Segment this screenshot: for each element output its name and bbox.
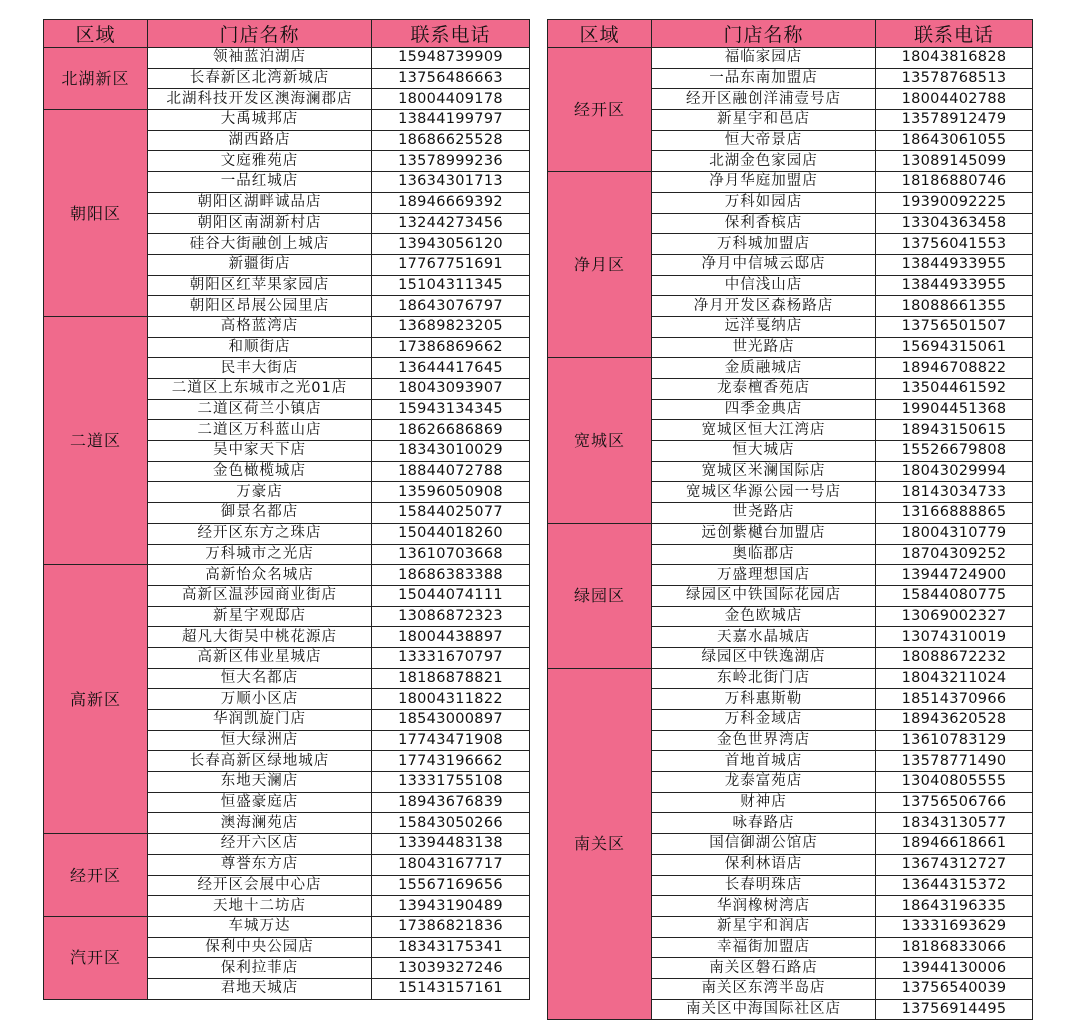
phone-cell: 13756506766 (876, 792, 1033, 813)
phone-cell: 13069002327 (876, 606, 1033, 627)
phone-cell: 15044074111 (372, 585, 530, 606)
store-name-cell: 金质融城店 (652, 358, 876, 379)
store-name-cell: 新星宇和邑店 (652, 110, 876, 131)
phone-cell: 15843050266 (372, 813, 530, 834)
store-name-cell: 财神店 (652, 792, 876, 813)
phone-cell: 18643061055 (876, 130, 1033, 151)
phone-cell: 13644417645 (372, 358, 530, 379)
phone-cell: 18186878821 (372, 668, 530, 689)
phone-cell: 17743196662 (372, 751, 530, 772)
table-header-row (548, 20, 1033, 48)
table-row (548, 523, 1033, 544)
phone-cell: 13944724900 (876, 565, 1033, 586)
phone-cell: 18004409178 (372, 89, 530, 110)
table-row (44, 916, 530, 937)
phone-cell: 18088672232 (876, 647, 1033, 668)
phone-cell: 18343010029 (372, 441, 530, 462)
table-row (44, 834, 530, 855)
store-name-cell: 吴中家天下店 (148, 441, 372, 462)
store-table-left (43, 19, 530, 1000)
store-name-cell: 万科惠斯勒 (652, 689, 876, 710)
store-name-cell: 南关区中海国际社区店 (652, 999, 876, 1020)
phone-cell: 13756486663 (372, 68, 530, 89)
district-cell: 绿园区 (548, 523, 652, 668)
phone-cell: 13578768513 (876, 68, 1033, 89)
phone-cell: 18643076797 (372, 296, 530, 317)
phone-cell: 17386869662 (372, 337, 530, 358)
store-name-cell: 湖西路店 (148, 130, 372, 151)
store-name-cell: 净月开发区森杨路店 (652, 296, 876, 317)
store-name-cell: 御景名都店 (148, 503, 372, 524)
store-name-cell: 万科金域店 (652, 710, 876, 731)
store-name-cell: 大禹城邦店 (148, 110, 372, 131)
store-name-cell: 保利香槟店 (652, 213, 876, 234)
store-name-cell: 保利拉菲店 (148, 958, 372, 979)
phone-cell: 13244273456 (372, 213, 530, 234)
district-cell: 朝阳区 (44, 110, 148, 317)
store-name-cell: 长春新区北湾新城店 (148, 68, 372, 89)
store-name-cell: 龙泰富苑店 (652, 772, 876, 793)
table-row (548, 358, 1033, 379)
store-name-header: 门店名称 (148, 20, 372, 48)
store-name-cell: 一品红城店 (148, 172, 372, 193)
store-name-cell: 东岭北街门店 (652, 668, 876, 689)
store-name-cell: 保利林语店 (652, 854, 876, 875)
phone-cell: 13089145099 (876, 151, 1033, 172)
phone-cell: 13610703668 (372, 544, 530, 565)
phone-cell: 18686383388 (372, 565, 530, 586)
table-row (44, 316, 530, 337)
store-name-header: 门店名称 (652, 20, 876, 48)
store-name-cell: 高新怡众名城店 (148, 565, 372, 586)
phone-cell: 15104311345 (372, 275, 530, 296)
phone-cell: 13944130006 (876, 958, 1033, 979)
district-cell: 二道区 (44, 316, 148, 564)
district-header: 区域 (548, 20, 652, 48)
store-name-cell: 长春明珠店 (652, 875, 876, 896)
store-name-cell: 国信御湖公馆店 (652, 834, 876, 855)
store-name-cell: 万科城市之光店 (148, 544, 372, 565)
store-name-cell: 超凡大街吴中桃花源店 (148, 627, 372, 648)
phone-cell: 18186880746 (876, 172, 1033, 193)
district-cell: 汽开区 (44, 916, 148, 999)
store-name-cell: 万顺小区店 (148, 689, 372, 710)
phone-cell: 13304363458 (876, 213, 1033, 234)
store-name-cell: 高新区温莎园商业街店 (148, 585, 372, 606)
store-name-cell: 绿园区中铁国际花园店 (652, 585, 876, 606)
district-header: 区域 (44, 20, 148, 48)
phone-cell: 13331755108 (372, 772, 530, 793)
phone-cell: 18004402788 (876, 89, 1033, 110)
phone-cell: 18004438897 (372, 627, 530, 648)
district-cell: 宽城区 (548, 358, 652, 524)
phone-cell: 13634301713 (372, 172, 530, 193)
store-name-cell: 奥临郡店 (652, 544, 876, 565)
phone-cell: 18543000897 (372, 710, 530, 731)
district-cell: 南关区 (548, 668, 652, 1020)
phone-cell: 18946669392 (372, 192, 530, 213)
phone-cell: 18043211024 (876, 668, 1033, 689)
phone-cell: 18943150615 (876, 420, 1033, 441)
store-name-cell: 恒盛豪庭店 (148, 792, 372, 813)
phone-cell: 13394483138 (372, 834, 530, 855)
table-row (548, 48, 1033, 69)
phone-cell: 18686625528 (372, 130, 530, 151)
store-name-cell: 硅谷大街融创上城店 (148, 234, 372, 255)
phone-cell: 18943676839 (372, 792, 530, 813)
store-name-cell: 经开区东方之珠店 (148, 523, 372, 544)
store-name-cell: 澳海澜苑店 (148, 813, 372, 834)
store-name-cell: 朝阳区昂展公园里店 (148, 296, 372, 317)
store-name-cell: 新疆街店 (148, 254, 372, 275)
store-name-cell: 华润橡树湾店 (652, 896, 876, 917)
phone-cell: 17767751691 (372, 254, 530, 275)
store-name-cell: 净月中信城云邸店 (652, 254, 876, 275)
store-name-cell: 南关区东湾半岛店 (652, 978, 876, 999)
phone-cell: 15943134345 (372, 399, 530, 420)
phone-cell: 13756914495 (876, 999, 1033, 1020)
phone-cell: 17386821836 (372, 916, 530, 937)
phone-cell: 13578999236 (372, 151, 530, 172)
phone-cell: 13331693629 (876, 916, 1033, 937)
store-name-cell: 远创紫樾台加盟店 (652, 523, 876, 544)
phone-cell: 18514370966 (876, 689, 1033, 710)
phone-cell: 13844933955 (876, 254, 1033, 275)
store-name-cell: 尊誉东方店 (148, 854, 372, 875)
store-name-cell: 高新区伟业星城店 (148, 647, 372, 668)
store-name-cell: 净月华庭加盟店 (652, 172, 876, 193)
table-row (548, 172, 1033, 193)
phone-cell: 13086872323 (372, 606, 530, 627)
store-name-cell: 金色世界湾店 (652, 730, 876, 751)
phone-cell: 18946618661 (876, 834, 1033, 855)
phone-cell: 18704309252 (876, 544, 1033, 565)
phone-cell: 15844025077 (372, 503, 530, 524)
phone-cell: 15526679808 (876, 441, 1033, 462)
store-name-cell: 恒大城店 (652, 441, 876, 462)
phone-cell: 13039327246 (372, 958, 530, 979)
phone-cell: 17743471908 (372, 730, 530, 751)
store-name-cell: 天地十二坊店 (148, 896, 372, 917)
store-name-cell: 南关区磐石路店 (652, 958, 876, 979)
phone-cell: 13844199797 (372, 110, 530, 131)
phone-cell: 18343130577 (876, 813, 1033, 834)
store-name-cell: 二道区上东城市之光01店 (148, 379, 372, 400)
phone-cell: 15844080775 (876, 585, 1033, 606)
phone-cell: 13844933955 (876, 275, 1033, 296)
phone-cell: 13596050908 (372, 482, 530, 503)
phone-cell: 18088661355 (876, 296, 1033, 317)
phone-cell: 13578771490 (876, 751, 1033, 772)
table-row (44, 48, 530, 69)
store-name-cell: 经开区融创洋浦壹号店 (652, 89, 876, 110)
table-header-row (44, 20, 530, 48)
phone-cell: 19904451368 (876, 399, 1033, 420)
store-name-cell: 金色橄榄城店 (148, 461, 372, 482)
table-row (44, 565, 530, 586)
store-name-cell: 金色欧城店 (652, 606, 876, 627)
phone-header: 联系电话 (876, 20, 1033, 48)
store-name-cell: 一品东南加盟店 (652, 68, 876, 89)
phone-cell: 13040805555 (876, 772, 1033, 793)
phone-cell: 18043093907 (372, 379, 530, 400)
phone-cell: 13578912479 (876, 110, 1033, 131)
phone-cell: 18004311822 (372, 689, 530, 710)
phone-cell: 13943190489 (372, 896, 530, 917)
store-name-cell: 东地天澜店 (148, 772, 372, 793)
store-name-cell: 咏春路店 (652, 813, 876, 834)
phone-cell: 18626686869 (372, 420, 530, 441)
district-cell: 经开区 (44, 834, 148, 917)
store-name-cell: 民丰大街店 (148, 358, 372, 379)
store-name-cell: 幸福街加盟店 (652, 937, 876, 958)
store-name-cell: 文庭雅苑店 (148, 151, 372, 172)
store-name-cell: 经开六区店 (148, 834, 372, 855)
phone-cell: 13674312727 (876, 854, 1033, 875)
store-name-cell: 朝阳区南湖新村店 (148, 213, 372, 234)
store-name-cell: 恒大绿洲店 (148, 730, 372, 751)
store-name-cell: 高格蓝湾店 (148, 316, 372, 337)
phone-cell: 13331670797 (372, 647, 530, 668)
store-name-cell: 君地天城店 (148, 978, 372, 999)
store-name-cell: 二道区荷兰小镇店 (148, 399, 372, 420)
store-name-cell: 中信浅山店 (652, 275, 876, 296)
store-name-cell: 长春高新区绿地城店 (148, 751, 372, 772)
store-name-cell: 新星宇和润店 (652, 916, 876, 937)
store-name-cell: 和顺街店 (148, 337, 372, 358)
phone-cell: 13610783129 (876, 730, 1033, 751)
store-name-cell: 北湖科技开发区澳海澜郡店 (148, 89, 372, 110)
phone-cell: 15948739909 (372, 48, 530, 69)
phone-cell: 18643196335 (876, 896, 1033, 917)
store-name-cell: 经开区会展中心店 (148, 875, 372, 896)
store-name-cell: 四季金典店 (652, 399, 876, 420)
store-name-cell: 福临家园店 (652, 48, 876, 69)
phone-cell: 13689823205 (372, 316, 530, 337)
district-cell: 北湖新区 (44, 48, 148, 110)
phone-cell: 18844072788 (372, 461, 530, 482)
store-table-right (547, 19, 1033, 1020)
phone-cell: 18186833066 (876, 937, 1033, 958)
store-name-cell: 恒大帝景店 (652, 130, 876, 151)
phone-cell: 13756041553 (876, 234, 1033, 255)
store-name-cell: 北湖金色家园店 (652, 151, 876, 172)
phone-cell: 18946708822 (876, 358, 1033, 379)
store-name-cell: 天嘉水晶城店 (652, 627, 876, 648)
phone-cell: 13943056120 (372, 234, 530, 255)
phone-cell: 18943620528 (876, 710, 1033, 731)
store-name-cell: 万盛理想国店 (652, 565, 876, 586)
store-name-cell: 世尧路店 (652, 503, 876, 524)
store-name-cell: 车城万达 (148, 916, 372, 937)
store-name-cell: 领袖蓝泊湖店 (148, 48, 372, 69)
phone-cell: 13504461592 (876, 379, 1033, 400)
phone-cell: 15694315061 (876, 337, 1033, 358)
phone-cell: 13644315372 (876, 875, 1033, 896)
store-name-cell: 新星宇观邸店 (148, 606, 372, 627)
phone-cell: 19390092225 (876, 192, 1033, 213)
store-name-cell: 宽城区恒大江湾店 (652, 420, 876, 441)
store-name-cell: 万科城加盟店 (652, 234, 876, 255)
phone-cell: 13074310019 (876, 627, 1033, 648)
store-name-cell: 二道区万科蓝山店 (148, 420, 372, 441)
phone-cell: 18043167717 (372, 854, 530, 875)
phone-cell: 13756501507 (876, 316, 1033, 337)
store-name-cell: 朝阳区红苹果家园店 (148, 275, 372, 296)
store-name-cell: 龙泰檀香苑店 (652, 379, 876, 400)
store-name-cell: 万豪店 (148, 482, 372, 503)
store-name-cell: 绿园区中铁逸湖店 (652, 647, 876, 668)
table-row (44, 110, 530, 131)
phone-cell: 18143034733 (876, 482, 1033, 503)
phone-cell: 18043029994 (876, 461, 1033, 482)
district-cell: 净月区 (548, 172, 652, 358)
phone-cell: 13756540039 (876, 978, 1033, 999)
phone-cell: 15567169656 (372, 875, 530, 896)
store-name-cell: 宽城区米澜国际店 (652, 461, 876, 482)
phone-cell: 18004310779 (876, 523, 1033, 544)
store-name-cell: 朝阳区湖畔诚品店 (148, 192, 372, 213)
phone-cell: 18043816828 (876, 48, 1033, 69)
store-name-cell: 首地首城店 (652, 751, 876, 772)
phone-cell: 18343175341 (372, 937, 530, 958)
store-name-cell: 华润凯旋门店 (148, 710, 372, 731)
store-name-cell: 远洋戛纳店 (652, 316, 876, 337)
phone-header: 联系电话 (372, 20, 530, 48)
phone-cell: 15143157161 (372, 978, 530, 999)
store-name-cell: 万科如园店 (652, 192, 876, 213)
store-name-cell: 世光路店 (652, 337, 876, 358)
phone-cell: 15044018260 (372, 523, 530, 544)
district-cell: 高新区 (44, 565, 148, 834)
table-row (548, 668, 1033, 689)
store-name-cell: 恒大名都店 (148, 668, 372, 689)
store-name-cell: 保利中央公园店 (148, 937, 372, 958)
phone-cell: 13166888865 (876, 503, 1033, 524)
store-name-cell: 宽城区华源公园一号店 (652, 482, 876, 503)
district-cell: 经开区 (548, 48, 652, 172)
